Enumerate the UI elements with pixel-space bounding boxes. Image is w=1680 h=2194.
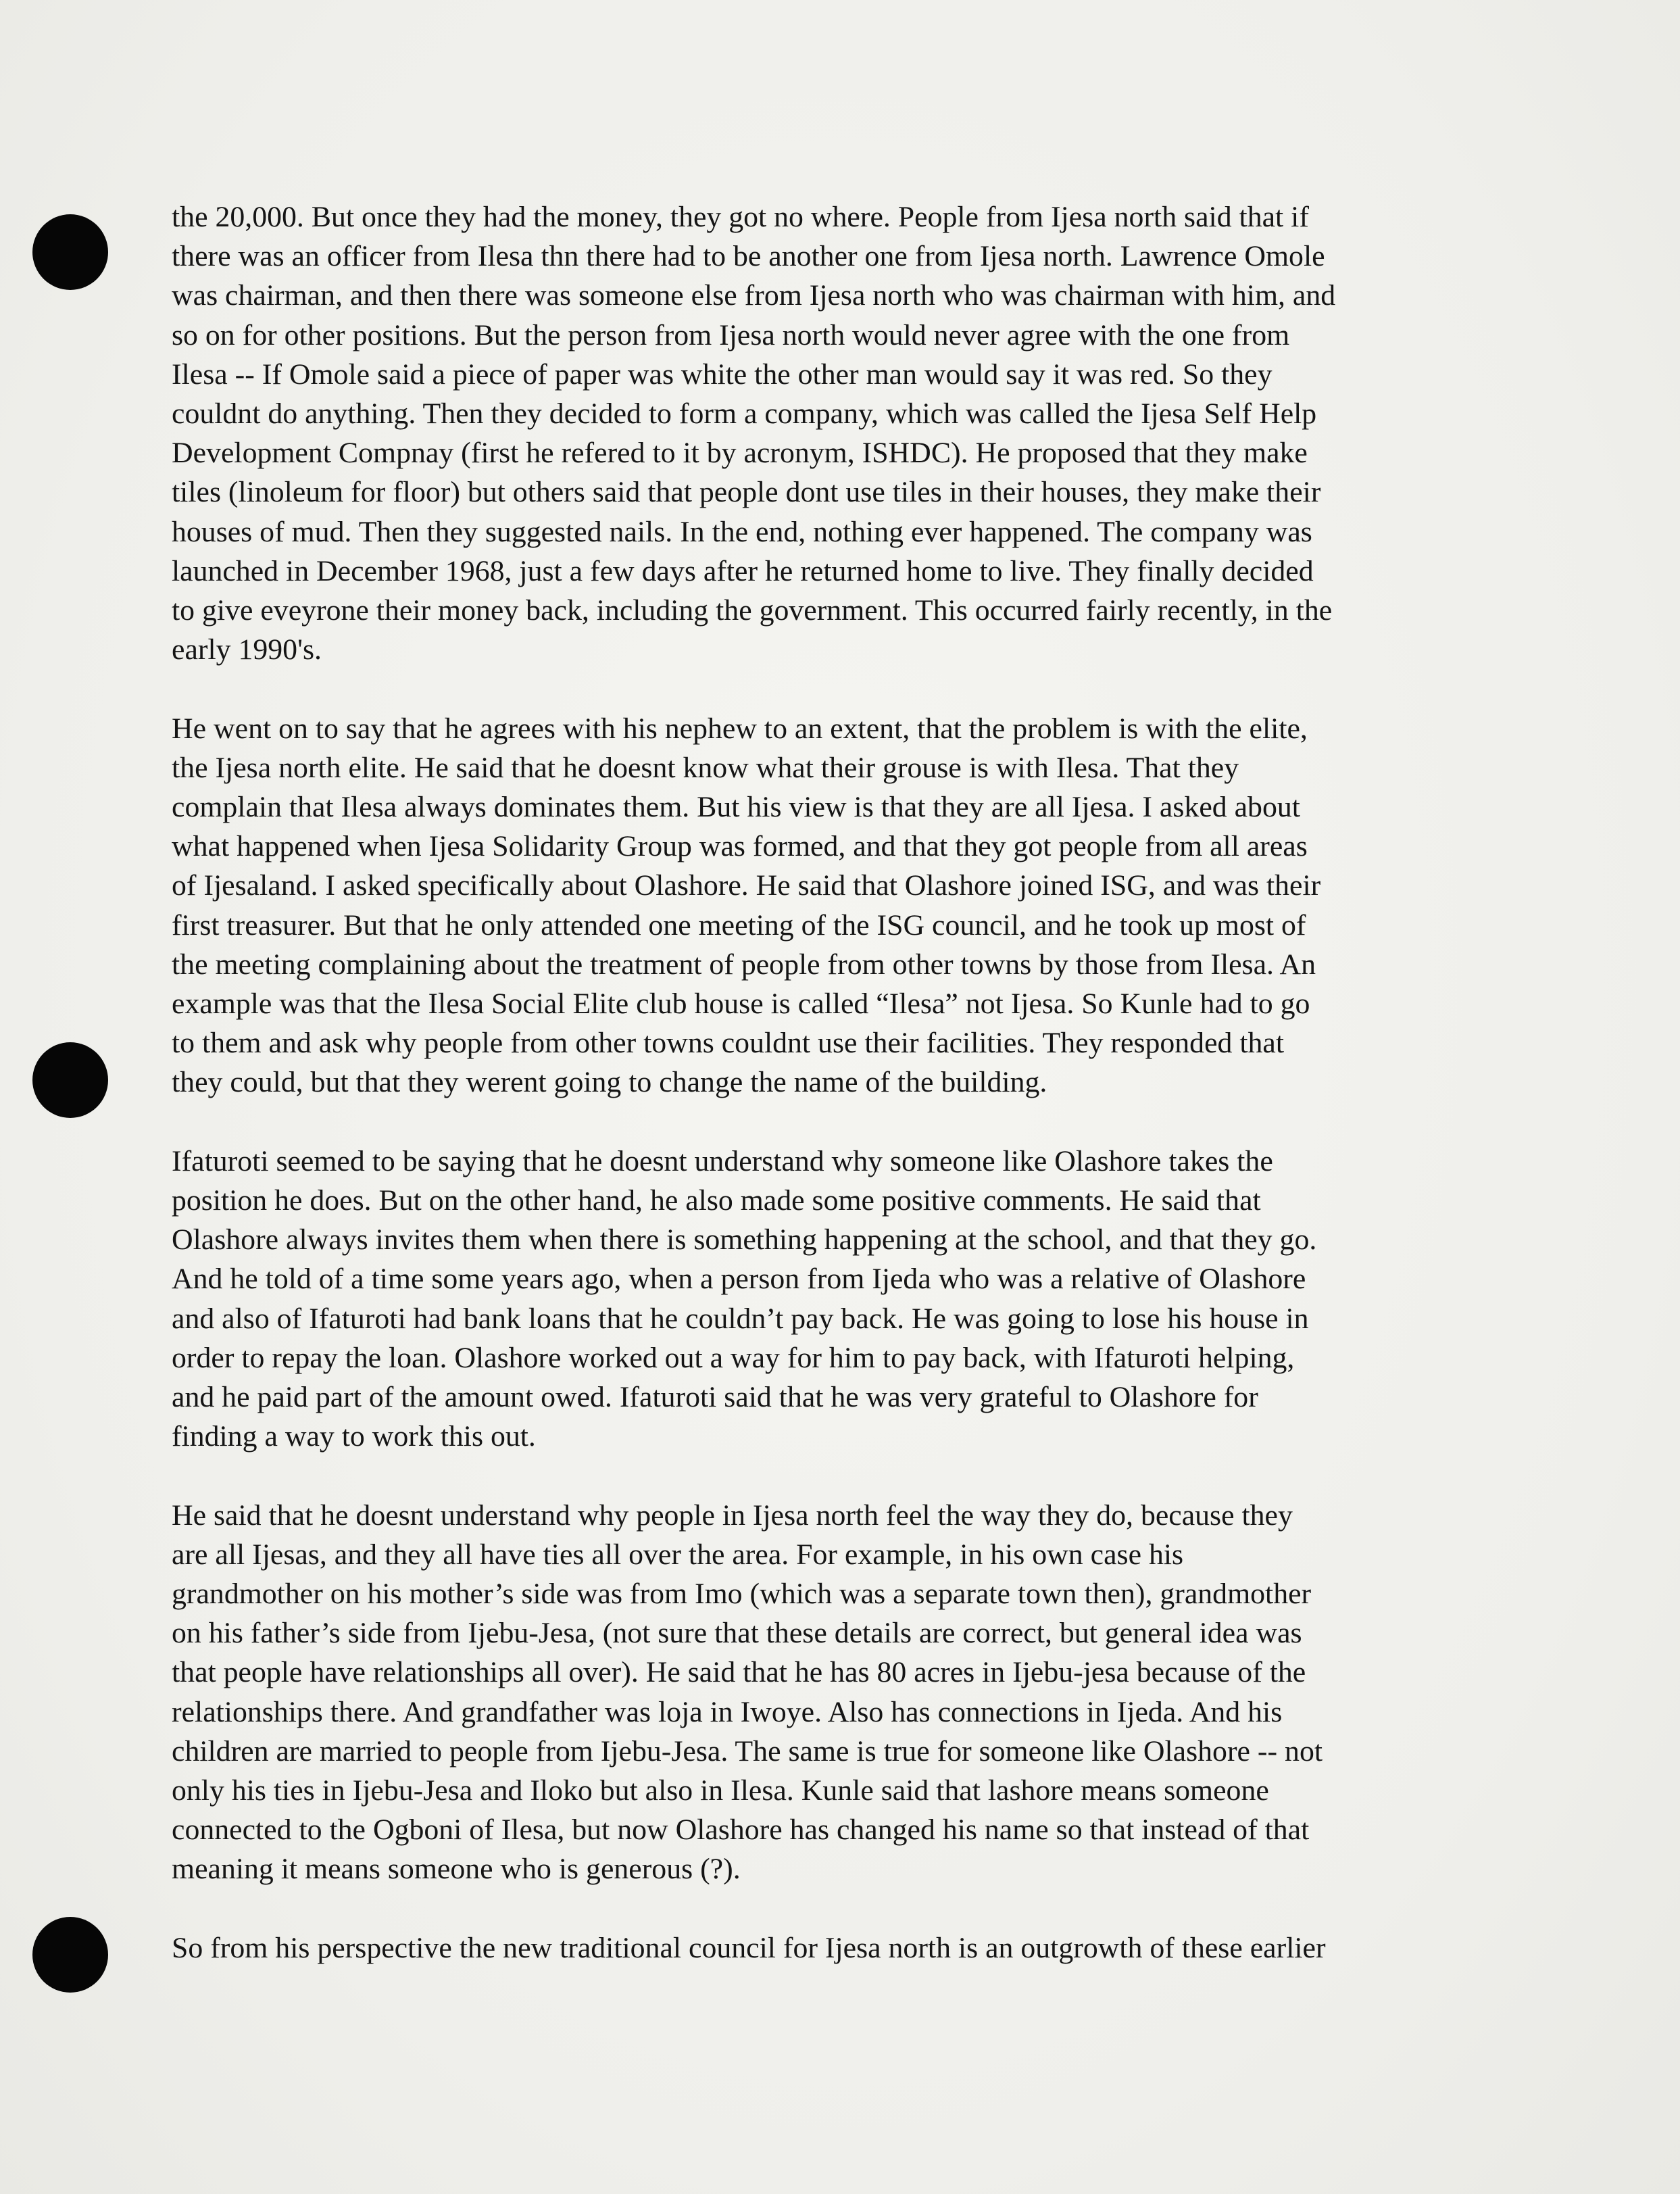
text-line: tiles (linoleum for floor) but others said that people dont use tiles in their houses, they make their bbox=[172, 476, 1321, 509]
text-line: to them and ask why people from other towns couldnt use their facilities. They responded that bbox=[172, 1027, 1285, 1060]
text-line: of Ijesaland. I asked specifically about Olashore. He said that Olashore joined ISG, and was their bbox=[172, 869, 1321, 902]
text-line: the 20,000. But once they had the money, they got no where. People from Ijesa north said that if bbox=[172, 201, 1309, 233]
text-line: connected to the Ogboni of Ilesa, but now Olashore has changed his name so that instead of that bbox=[172, 1813, 1310, 1847]
paragraph bbox=[172, 1496, 1473, 1889]
text-line: what happened when Ijesa Solidarity Group was formed, and that they got people from all areas bbox=[172, 830, 1308, 863]
text-line: they could, but that they werent going to change the name of the building. bbox=[172, 1066, 1047, 1099]
text-line: example was that the Ilesa Social Elite club house is called “Ilesa” not Ijesa. So Kunle had to go bbox=[172, 988, 1310, 1021]
document-body bbox=[172, 197, 1473, 2007]
text-line: are all Ijesas, and they all have ties all over the area. For example, in his own case his bbox=[172, 1538, 1184, 1571]
text-line: couldnt do anything. Then they decided to form a company, which was called the Ijesa Self Help bbox=[172, 397, 1317, 431]
paragraph bbox=[172, 709, 1473, 1102]
punch-hole-top bbox=[32, 214, 108, 290]
text-line: was chairman, and then there was someone else from Ijesa north who was chairman with him, and bbox=[172, 279, 1336, 312]
paragraph bbox=[172, 1142, 1473, 1457]
text-line: that people have relationships all over). He said that he has 80 acres in Ijebu-jesa because of the bbox=[172, 1656, 1306, 1689]
text-line: finding a way to work this out. bbox=[172, 1420, 536, 1453]
text-line: and also of Ifaturoti had bank loans that he couldn’t pay back. He was going to lose his house in bbox=[172, 1302, 1309, 1335]
text-line: the Ijesa north elite. He said that he doesnt know what their grouse is with Ilesa. That they bbox=[172, 751, 1239, 784]
text-line: the meeting complaining about the treatment of people from other towns by those from Ilesa. An bbox=[172, 948, 1316, 981]
text-line: Ilesa -- If Omole said a piece of paper was white the other man would say it was red. So they bbox=[172, 358, 1273, 391]
text-line: to give eveyrone their money back, including the government. This occurred fairly recently, in the bbox=[172, 594, 1333, 627]
text-line: there was an officer from Ilesa thn there had to be another one from Ijesa north. Lawrence Omole bbox=[172, 240, 1325, 273]
text-line: grandmother on his mother’s side was from Imo (which was a separate town then), grandmother bbox=[172, 1578, 1312, 1611]
text-line: on his father’s side from Ijebu-Jesa, (not sure that these details are correct, but general idea was bbox=[172, 1617, 1302, 1650]
text-line: He said that he doesnt understand why people in Ijesa north feel the way they do, because they bbox=[172, 1498, 1293, 1532]
text-line: and he paid part of the amount owed. Ifaturoti said that he was very grateful to Olashore for bbox=[172, 1381, 1258, 1414]
text-line: only his ties in Ijebu-Jesa and Iloko but also in Ilesa. Kunle said that lashore means someone bbox=[172, 1774, 1269, 1807]
text-line: Olashore always invites them when there is something happening at the school, and that they go. bbox=[172, 1223, 1317, 1257]
text-line: launched in December 1968, just a few days after he returned home to live. They finally decided bbox=[172, 554, 1314, 587]
paragraph bbox=[172, 197, 1473, 669]
text-line: Ifaturoti seemed to be saying that he doesnt understand why someone like Olashore takes the bbox=[172, 1144, 1273, 1177]
text-line: first treasurer. But that he only attended one meeting of the ISG council, and he took up most of bbox=[172, 908, 1306, 942]
text-line: children are married to people from Ijebu-Jesa. The same is true for someone like Olashore -- not bbox=[172, 1734, 1323, 1768]
text-line: order to repay the loan. Olashore worked out a way for him to pay back, with Ifaturoti helping, bbox=[172, 1341, 1295, 1374]
text-line: position he does. But on the other hand, he also made some positive comments. He said that bbox=[172, 1184, 1261, 1217]
paragraph bbox=[172, 1928, 1473, 1968]
text-line: relationships there. And grandfather was loja in Iwoye. Also has connections in Ijeda. And his bbox=[172, 1695, 1283, 1728]
text-line: And he told of a time some years ago, when a person from Ijeda who was a relative of Olashore bbox=[172, 1263, 1306, 1296]
text-line: houses of mud. Then they suggested nails. In the end, nothing ever happened. The company was bbox=[172, 515, 1312, 548]
text-line: He went on to say that he agrees with his nephew to an extent, that the problem is with the elite, bbox=[172, 712, 1308, 745]
text-line: so on for other positions. But the person from Ijesa north would never agree with the one from bbox=[172, 318, 1290, 351]
text-line: So from his perspective the new traditional council for Ijesa north is an outgrowth of these earlier bbox=[172, 1931, 1326, 1964]
text-line: early 1990's. bbox=[172, 633, 322, 666]
punch-hole-middle bbox=[32, 1042, 108, 1118]
text-line: meaning it means someone who is generous (?). bbox=[172, 1853, 741, 1886]
text-line: Development Compnay (first he refered to it by acronym, ISHDC). He proposed that they make bbox=[172, 437, 1308, 470]
text-line: complain that Ilesa always dominates them. But his view is that they are all Ijesa. I asked about bbox=[172, 791, 1300, 824]
punch-hole-bottom bbox=[32, 1917, 108, 1993]
